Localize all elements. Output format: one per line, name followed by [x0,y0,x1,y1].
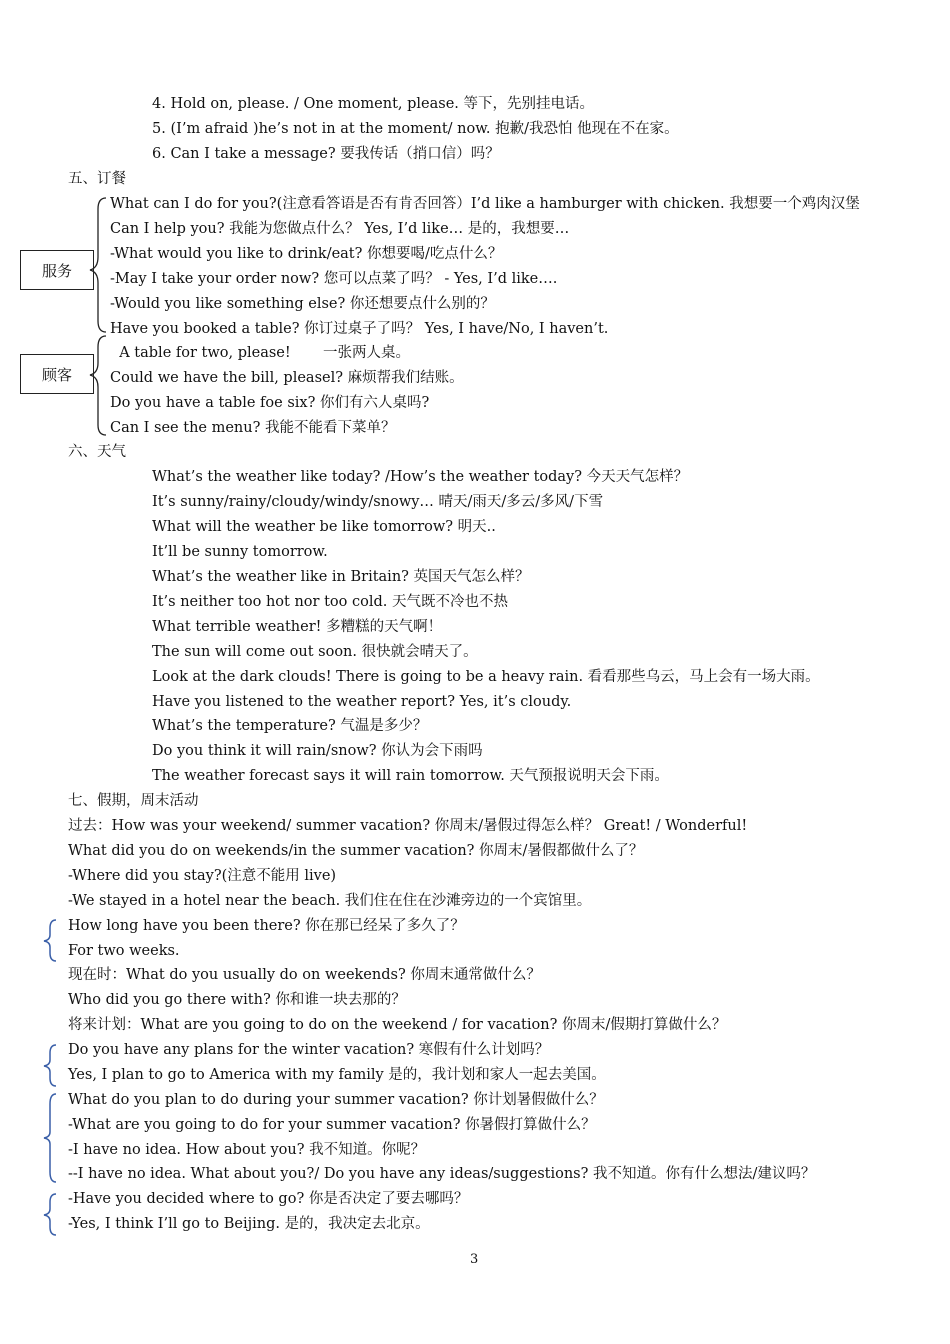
order-line-1: What can I do for you?(注意看答语是否有肯否回答）I’d like a hamburger with chicken. 我想要一个鸡肉汉堡 [110,196,860,212]
holiday-line-7: 现在时：What do you usually do on weekends? 你周末通常做什么？ [68,967,541,983]
holiday-line-1: 过去：How was your weekend/ summer vacation? 你周末/暑假过得怎么样？ Great! / Wonderful! [68,818,748,834]
brace-decided [42,1192,62,1237]
service-brace [88,195,112,335]
brace-how-long [42,918,62,963]
weather-line-2: It’s sunny/rainy/cloudy/windy/snowy… 晴天/雨天/多云/多风/下雪 [152,494,604,510]
order-line-2: Can I help you? 我能为您做点什么？ Yes, I’d like… 是的，我想要… [110,221,570,237]
weather-line-4: It’ll be sunny tomorrow. [152,544,328,560]
holiday-line-8: Who did you go there with? 你和谁一块去那的？ [68,992,406,1008]
weather-line-5: What’s the weather like in Britain? 英国天气怎么样？ [152,569,530,585]
order-line-8: Could we have the bill, pleasel? 麻烦帮我们结账。 [110,370,464,386]
holiday-line-10: Do you have any plans for the winter vacation? 寒假有什么计划吗？ [68,1042,550,1058]
order-line-5: -Would you like something else? 你还想要点什么别的？ [110,296,495,312]
holiday-line-6: For two weeks. [68,943,180,959]
brace-plans [42,1043,62,1088]
customer-label: 顾客 [41,365,72,384]
holiday-line-12: What do you plan to do during your summer vacation? 你计划暑假做什么？ [68,1092,604,1108]
weather-line-10: Have you listened to the weather report? Yes, it’s cloudy. [152,694,572,710]
holiday-line-16: -Have you decided where to go? 你是否决定了要去哪吗？ [68,1191,469,1207]
weather-line-8: The sun will come out soon. 很快就会晴天了。 [152,644,478,660]
order-line-9: Do you have a table foe six? 你们有六人桌吗? [110,395,430,411]
holiday-line-15: --I have no idea. What about you?/ Do you have any ideas/suggestions? 我不知道。你有什么想法/建议吗？ [68,1166,816,1182]
holiday-line-13: -What are you going to do for your summer vacation? 你暑假打算做什么？ [68,1117,596,1133]
weather-line-1: What’s the weather like today? /How’s the weather today? 今天天气怎样？ [152,469,689,485]
order-line-3: -What would you like to drink/eat? 你想要喝/吃点什么？ [110,246,503,262]
holiday-line-4: -We stayed in a hotel near the beach. 我们住在住在沙滩旁边的一个宾馆里。 [68,893,592,909]
holiday-line-14: -I have no idea. How about you? 我不知道。你呢？ [68,1142,426,1158]
customer-brace [88,333,112,438]
section7-heading: 七、假期，周末活动 [68,793,199,809]
section6-heading: 六、天气 [68,444,126,460]
holiday-line-3: -Where did you stay?(注意不能用 live) [68,868,337,884]
weather-line-11: What’s the temperature? 气温是多少？ [152,718,428,734]
phone-line-6: 6. Can I take a message? 要我传话（捎口信）吗？ [152,146,500,162]
holiday-line-5: How long have you been there? 你在那已经呆了多久了？ [68,918,465,934]
weather-line-7: What terrible weather! 多糟糕的天气啊！ [152,619,443,635]
brace-summer-plans [42,1092,62,1184]
phone-line-4: 4. Hold on, please. / One moment, please. 等下，先别挂电话。 [152,96,595,112]
service-label-box [20,250,94,290]
weather-line-12: Do you think it will rain/snow? 你认为会下雨吗 [152,743,483,759]
holiday-line-11: Yes, I plan to go to America with my family 是的，我计划和家人一起去美国。 [68,1067,606,1083]
holiday-line-2: What did you do on weekends/in the summer vacation? 你周末/暑假都做什么了？ [68,843,644,859]
weather-line-6: It’s neither too hot nor too cold. 天气既不冷也不热 [152,594,508,610]
holiday-line-17: -Yes, I think I’ll go to Beijing. 是的，我决定去北京。 [68,1216,430,1232]
weather-line-13: The weather forecast says it will rain tomorrow. 天气预报说明天会下雨。 [152,768,669,784]
service-label: 服务 [41,261,72,280]
holiday-line-9: 将来计划：What are you going to do on the weekend / for vacation? 你周末/假期打算做什么？ [68,1017,727,1033]
page-number: 3 [470,1252,479,1267]
customer-label-box [20,354,94,394]
order-line-4: -May I take your order now? 您可以点菜了吗？ - Yes, I’d like…. [110,271,558,287]
order-line-10: Can I see the menu? 我能不能看下菜单？ [110,420,396,436]
phone-line-5: 5. (I’m afraid )he’s not in at the moment/ now. 抱歉/我恐怕 他现在不在家。 [152,121,679,137]
section5-heading: 五、订餐 [68,171,126,187]
weather-line-3: What will the weather be like tomorrow? 明天.. [152,519,496,535]
order-line-7: A table for two, please! 一张两人桌。 [110,345,410,361]
weather-line-9: Look at the dark clouds! There is going to be a heavy rain. 看看那些乌云，马上会有一场大雨。 [152,669,820,685]
order-line-6: Have you booked a table? 你订过桌子了吗？ Yes, I have/No, I haven’t. [110,321,609,337]
